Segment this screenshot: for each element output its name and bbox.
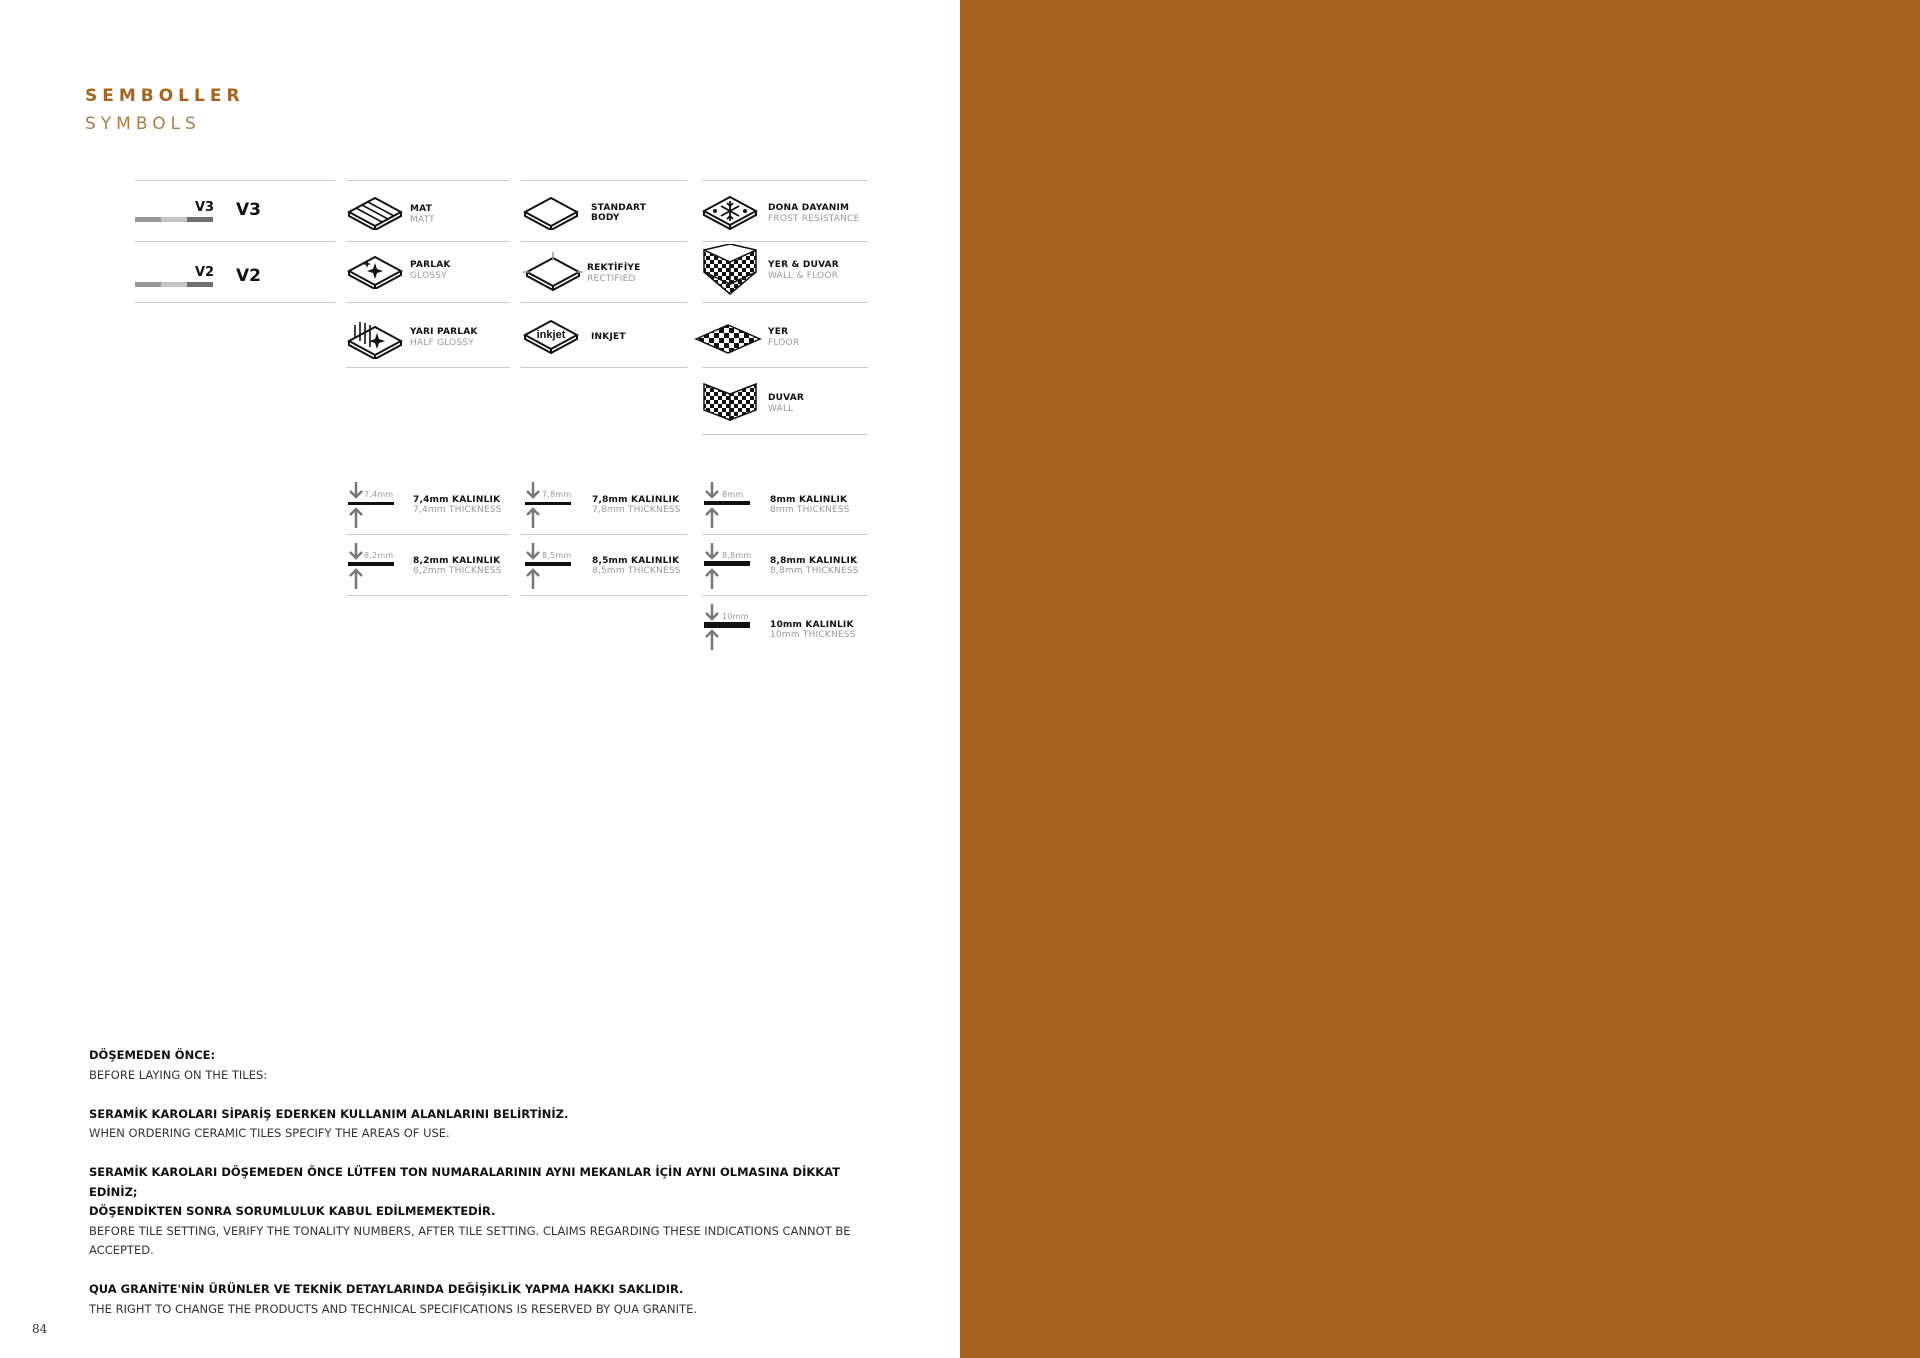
inkjet-icon-text: inkjet <box>536 329 566 341</box>
usage-label: YER <box>768 327 789 337</box>
note-text: WHEN ORDERING CERAMIC TILES SPECIFY THE AREAS OF USE. <box>89 1126 450 1140</box>
brown-color-panel <box>960 0 1920 1358</box>
floor-icon <box>694 323 762 355</box>
thickness-mm-label: 8,2mm <box>364 551 394 560</box>
body-label: INKJET <box>591 332 626 342</box>
finish-row <box>346 241 510 302</box>
body-label: REKTİFİYE <box>587 263 641 273</box>
usage-row <box>702 180 868 241</box>
thickness-row <box>702 535 868 596</box>
heading-turkish: SEMBOLLER <box>85 86 245 106</box>
half-glossy-tile-icon <box>347 319 403 359</box>
thickness-label: 10mm KALINLIK <box>770 620 854 630</box>
finish-sublabel: MATT <box>410 215 435 225</box>
variation-mini-label: V2 <box>195 265 215 280</box>
thickness-sublabel: 8mm THICKNESS <box>770 505 850 515</box>
usage-label: DONA DAYANIM <box>768 203 850 213</box>
inkjet-tile-icon <box>523 316 579 354</box>
thickness-sublabel: 7,4mm THICKNESS <box>413 505 502 515</box>
thickness-label: 8,2mm KALINLIK <box>413 556 501 566</box>
thickness-mm-label: 8,8mm <box>722 551 752 560</box>
thickness-icon <box>521 480 577 530</box>
thickness-icon <box>702 541 758 591</box>
wall-and-floor-icon <box>702 244 758 296</box>
thickness-row <box>702 474 868 535</box>
thickness-mm-label: 7,8mm <box>542 490 572 499</box>
body-label-line2: BODY <box>591 213 620 223</box>
notes-section <box>89 1046 889 1319</box>
body-sublabel: RECTIFIED <box>587 274 636 284</box>
thickness-row <box>521 535 687 596</box>
heading-english: SYMBOLS <box>85 114 201 134</box>
thickness-icon <box>702 602 758 652</box>
standard-body-tile-icon <box>523 194 579 230</box>
matt-tile-icon <box>347 194 403 230</box>
thickness-row <box>346 535 510 596</box>
thickness-sublabel: 8,2mm THICKNESS <box>413 566 502 576</box>
body-row <box>521 180 687 241</box>
variation-label: V3 <box>236 200 261 220</box>
finish-row <box>346 302 510 368</box>
finish-sublabel: HALF GLOSSY <box>410 338 474 348</box>
thickness-icon <box>521 541 577 591</box>
usage-sublabel: WALL <box>768 404 794 414</box>
note-heading: SERAMİK KAROLARI DÖŞEMEDEN ÖNCE LÜTFEN TON NUMARALARININ AYNI MEKANLAR İÇİN AYNI OLMASINA DİKKAT EDİNİZ; <box>89 1165 841 1199</box>
variation-v2-icon <box>135 281 213 289</box>
thickness-label: 7,8mm KALINLIK <box>592 495 680 505</box>
note-text: THE RIGHT TO CHANGE THE PRODUCTS AND TECHNICAL SPECIFICATIONS IS RESERVED BY QUA GRANITE. <box>89 1301 697 1316</box>
usage-row <box>702 367 868 435</box>
thickness-icon <box>702 480 758 530</box>
rectified-tile-icon <box>523 252 583 292</box>
thickness-icon <box>346 541 402 591</box>
finish-label: PARLAK <box>410 260 451 270</box>
variation-v3-icon <box>135 216 213 224</box>
usage-row <box>702 241 868 302</box>
thickness-sublabel: 10mm THICKNESS <box>770 630 856 640</box>
note-text: BEFORE LAYING ON THE TILES: <box>89 1067 268 1082</box>
usage-sublabel: FROST RESISTANCE <box>768 214 860 224</box>
frost-resistance-icon <box>702 191 758 231</box>
note-text: ACCEPTED. <box>89 1243 154 1257</box>
variation-mini-label: V3 <box>195 200 215 215</box>
thickness-mm-label: 8mm <box>722 490 744 499</box>
thickness-sublabel: 8,8mm THICKNESS <box>770 566 859 576</box>
thickness-mm-label: 7,4mm <box>364 490 394 499</box>
variation-label: V2 <box>236 266 261 286</box>
note-heading: DÖŞEMEDEN ÖNCE: <box>89 1048 216 1062</box>
thickness-label: 8,5mm KALINLIK <box>592 556 680 566</box>
glossy-tile-icon <box>347 251 403 289</box>
variation-row <box>135 180 335 241</box>
body-row <box>521 241 687 302</box>
note-heading: QUA GRANİTE'NİN ÜRÜNLER VE TEKNİK DETAYLARINDA DEĞİŞİKLİK YAPMA HAKKI SAKLIDIR. <box>89 1282 684 1296</box>
usage-sublabel: WALL & FLOOR <box>768 271 839 281</box>
finish-sublabel: GLOSSY <box>410 271 447 281</box>
usage-sublabel: FLOOR <box>768 338 800 348</box>
thickness-icon <box>346 480 402 530</box>
thickness-label: 7,4mm KALINLIK <box>413 495 501 505</box>
note-heading: SERAMİK KAROLARI SİPARİŞ EDERKEN KULLANIM ALANLARINI BELİRTİNİZ. <box>89 1106 569 1121</box>
body-row <box>521 302 687 368</box>
page-number: 84 <box>32 1322 48 1336</box>
usage-label: DUVAR <box>768 393 805 403</box>
finish-row <box>346 180 510 241</box>
usage-row <box>702 302 868 367</box>
note-text: BEFORE TILE SETTING, VERIFY THE TONALITY NUMBERS, AFTER TILE SETTING. CLAIMS REGARDING THESE INDICATIONS CANNOT BE <box>89 1223 851 1238</box>
note-heading: DÖŞENDİKTEN SONRA SORUMLULUK KABUL EDİLMEMEKTEDİR. <box>89 1204 496 1218</box>
thickness-label: 8,8mm KALINLIK <box>770 556 858 566</box>
wall-icon <box>702 380 758 424</box>
thickness-label: 8mm KALINLIK <box>770 495 848 505</box>
finish-label: YARI PARLAK <box>410 327 478 337</box>
thickness-sublabel: 8,5mm THICKNESS <box>592 566 681 576</box>
thickness-row <box>702 596 868 656</box>
usage-label: YER & DUVAR <box>768 260 839 270</box>
thickness-sublabel: 7,8mm THICKNESS <box>592 505 681 515</box>
thickness-row <box>521 474 687 535</box>
thickness-mm-label: 8,5mm <box>542 551 572 560</box>
thickness-mm-label: 10mm <box>722 612 749 621</box>
body-label: STANDART <box>591 203 647 213</box>
variation-row <box>135 241 335 303</box>
thickness-row <box>346 474 510 535</box>
finish-label: MAT <box>410 204 432 214</box>
